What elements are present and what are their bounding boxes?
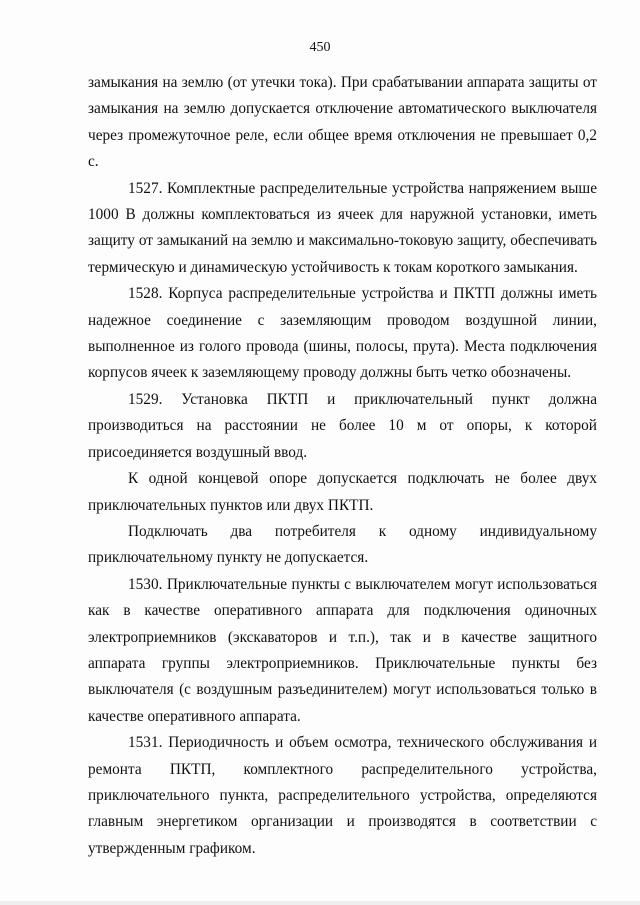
- page-number: 450: [309, 40, 331, 55]
- document-body: [88, 70, 597, 862]
- paragraph-1531: 1531. Периодичность и объем осмотра, технического обслуживания и ремонта ПКТП, комплектного распределительного устройства, приключательного пункта, распределительного устройства, определяются главным энергетиком организации и производятся в соответствии с утвержденным графиком.: [88, 734, 597, 857]
- paragraph-1530: 1530. Приключательные пункты с выключателем могут использоваться как в качестве оперативного аппарата для подключения одиночных электроприемников (экскаваторов и т.п.), так и в качестве защитного аппарата группы электроприемников. Приключательные пункты без выключателя (с воздушным разъединителем) могут использоваться только в качестве оперативного аппарата.: [88, 575, 597, 725]
- paragraph-1529-terminal-pole: К одной концевой опоре допускается подключать не более двух приключательных пунктов или двух ПКТП.: [88, 470, 597, 514]
- paragraph-continuation: замыкания на землю (от утечки тока). При срабатывании аппарата защиты от замыкания на землю допускается отключение автоматического выключателя через промежуточное реле, если общее время отключения не превышает 0,2 с.: [88, 74, 597, 171]
- paragraph-1527: 1527. Комплектные распределительные устройства напряжением выше 1000 В должны комплектоваться из ячеек для наружной установки, иметь защиту от замыканий на землю и максимально-токовую защиту, обеспечивать термическую и динамическую устойчивость к токам короткого замыкания.: [88, 179, 597, 276]
- paragraph-1528: 1528. Корпуса распределительные устройства и ПКТП должны иметь надежное соединение с заземляющим проводом воздушной линии, выполненное из голого провода (шины, полосы, прута). Места подключения корпусов ячеек к заземляющему проводу должны быть четко обозначены.: [88, 285, 597, 382]
- paragraph-1529-two-consumers: Подключать два потребителя к одному индивидуальному приключательному пункту не допускается.: [88, 522, 597, 567]
- page-bottom-edge: [0, 901, 640, 905]
- paragraph-1529: 1529. Установка ПКТП и приключательный пункт должна производиться на расстоянии не более 10 м от опоры, к которой присоединяется воздушный ввод.: [88, 390, 597, 461]
